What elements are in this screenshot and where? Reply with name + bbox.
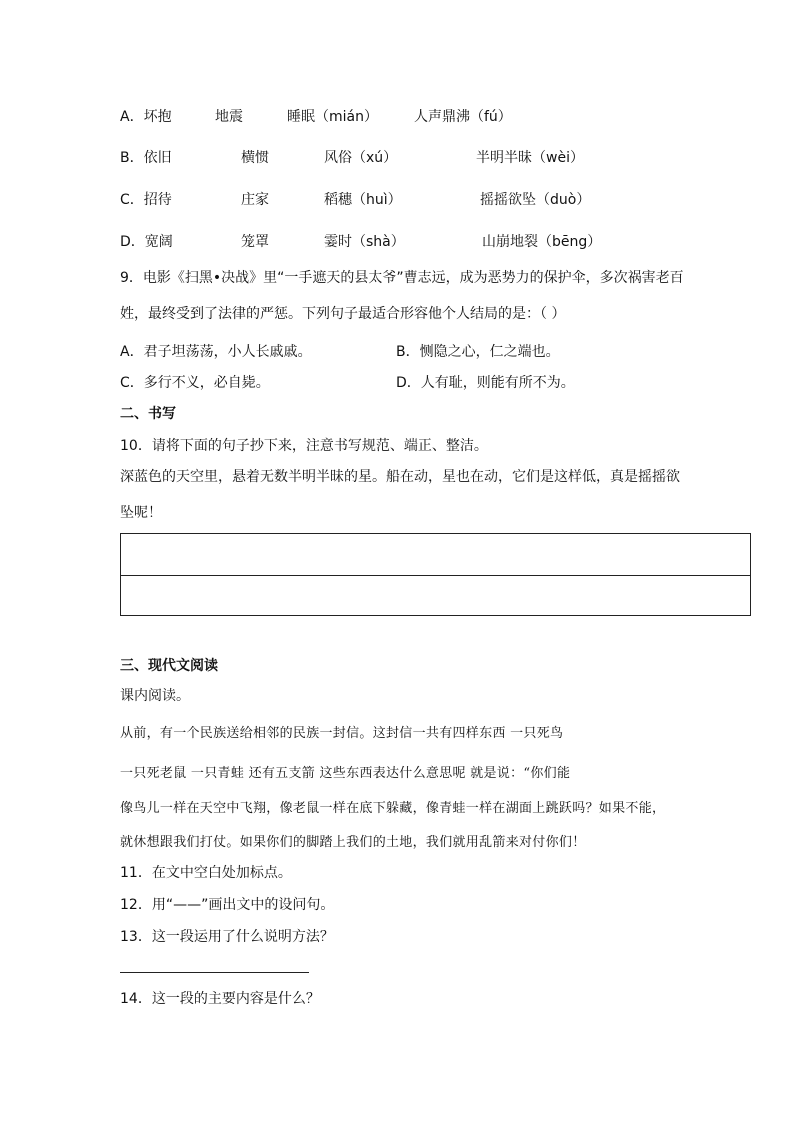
q8-option-b-4: 半明半昧（wèi） bbox=[476, 150, 584, 166]
section-2-title: 二、书写 bbox=[120, 406, 176, 422]
reading-intro: 课内阅读。 bbox=[120, 688, 190, 704]
q8-option-d-3: 霎时（shà） bbox=[324, 234, 405, 250]
q13-answer-line[interactable] bbox=[120, 972, 309, 973]
q9-option-d: D．人有耻，则能有所不为。 bbox=[396, 375, 575, 391]
q9-option-b: B．恻隐之心，仁之端也。 bbox=[396, 344, 560, 360]
reading-paragraph-line-2: 一只死老鼠 一只青蛙 还有五支箭 这些东西表达什么意思呢 就是说：“你们能 bbox=[120, 766, 571, 781]
q11-stem: 11．在文中空白处加标点。 bbox=[120, 865, 292, 881]
q9-stem-line-2: 姓，最终受到了法律的严惩。下列句子最适合形容他个人结局的是：（ ） bbox=[120, 306, 566, 322]
writing-box-divider bbox=[121, 575, 750, 576]
q10-stem: 10．请将下面的句子抄下来，注意书写规范、端正、整洁。 bbox=[120, 438, 488, 454]
q8-option-a-2: 地震 bbox=[215, 109, 243, 125]
q13-stem: 13．这一段运用了什么说明方法？ bbox=[120, 929, 334, 945]
q14-stem: 14．这一段的主要内容是什么？ bbox=[120, 991, 320, 1007]
q8-option-c-3: 稻穗（huì） bbox=[324, 192, 402, 208]
reading-paragraph-line-1: 从前，有一个民族送给相邻的民族一封信。这封信一共有四样东西 一只死鸟 bbox=[120, 726, 564, 741]
writing-box[interactable] bbox=[120, 533, 751, 616]
section-3-title: 三、现代文阅读 bbox=[120, 658, 218, 674]
q8-option-b-1: B．依旧 bbox=[120, 150, 172, 166]
q8-option-c-1: C．招待 bbox=[120, 192, 172, 208]
q8-option-d-2: 笼罩 bbox=[241, 234, 269, 250]
q8-option-b-3: 风俗（xú） bbox=[324, 150, 398, 166]
q8-option-c-4: 摇摇欲坠（duò） bbox=[480, 192, 591, 208]
reading-paragraph-line-4: 就休想跟我们打仗。如果你们的脚踏上我们的土地，我们就用乱箭来对付你们！ bbox=[120, 835, 586, 850]
q9-stem-line-1: 9．电影《扫黑•决战》里“一手遮天的县太爷”曹志远，成为恶势力的保护伞，多次祸害老百 bbox=[120, 270, 684, 286]
copy-text-line-2: 坠呢！ bbox=[120, 505, 162, 521]
copy-text-line-1: 深蓝色的天空里，悬着无数半明半昧的星。船在动，星也在动，它们是这样低，真是摇摇欲 bbox=[120, 469, 680, 485]
q8-option-a-1: A．坏抱 bbox=[120, 109, 172, 125]
q12-stem: 12．用“——”画出文中的设问句。 bbox=[120, 897, 335, 913]
q8-option-d-1: D．宽阔 bbox=[120, 234, 173, 250]
q8-option-d-4: 山崩地裂（bēng） bbox=[482, 234, 602, 250]
reading-paragraph-line-3: 像鸟儿一样在天空中飞翔，像老鼠一样在底下躲藏，像青蛙一样在湖面上跳跃吗？如果不能， bbox=[120, 801, 666, 816]
q8-option-a-3: 睡眠（mián） bbox=[287, 109, 378, 125]
q8-option-b-2: 横惯 bbox=[241, 150, 269, 166]
q9-option-c: C．多行不义，必自毙。 bbox=[120, 375, 270, 391]
q8-option-a-4: 人声鼎沸（fú） bbox=[414, 109, 512, 125]
q8-option-c-2: 庄家 bbox=[241, 192, 269, 208]
q9-option-a: A．君子坦荡荡，小人长戚戚。 bbox=[120, 344, 312, 360]
